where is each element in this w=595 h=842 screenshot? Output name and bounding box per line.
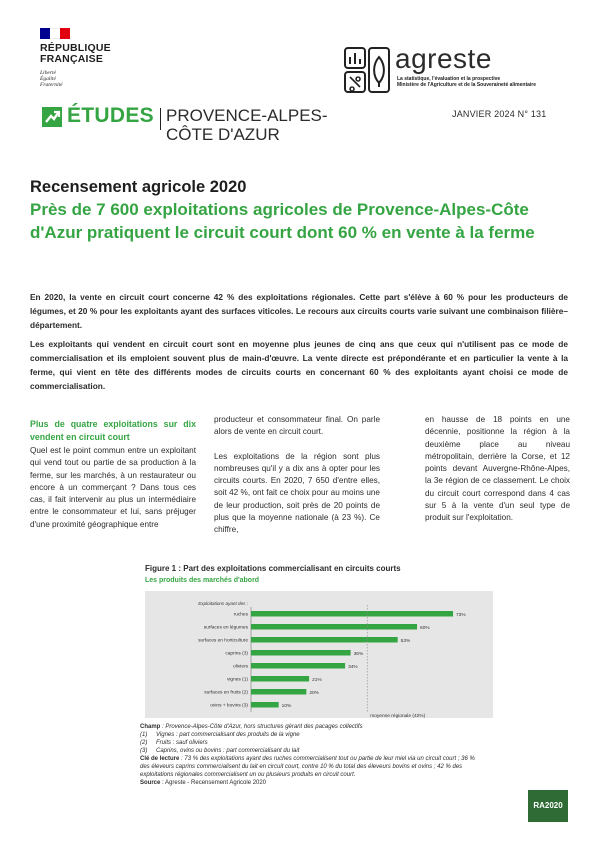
value-label: 21% [312, 677, 322, 683]
figure-title: Figure 1 : Part des exploitations commercialisant en circuits courts [145, 564, 401, 573]
agreste-brand-name: agreste [395, 43, 492, 74]
article-column-1 [30, 418, 196, 543]
chart-bar [251, 663, 345, 669]
article-column-3 [425, 414, 570, 537]
ra2020-badge: RA2020 [528, 790, 568, 822]
agreste-logo-icon [344, 47, 390, 93]
category-label: surfaces en fruits (2) [204, 690, 248, 696]
republic-flag-logo [40, 28, 70, 39]
value-label: 10% [281, 703, 292, 709]
body-text: Quel est le point commun entre un exploitant qui vend tout ou partie de sa production à la ferme, sur les marchés, à un restaurateur ou encore à un commerçant ? Dans tous ces cas, il fait intervenir au plus un intermédiaire entre le consommateur et lui, sans préjuger d'une proximité géographique entre [30, 446, 196, 529]
document-subtitle: Près de 7 600 exploitations agricoles de Provence-Alpes-Côte d'Azur pratiquent le circuit court dont 60 % en vente à la ferme [30, 200, 535, 242]
section-heading: Plus de quatre exploitations sur dix vendent en circuit court [30, 419, 196, 442]
agreste-tagline: La statistique, l'évaluation et la prospective Ministère de l'Agriculture et de la Souveraineté alimentaire [397, 76, 537, 88]
category-label: oliviers [233, 664, 248, 670]
value-label: 53% [400, 638, 411, 644]
series-label: ÉTUDES [67, 104, 154, 127]
republic-title: RÉPUBLIQUE FRANÇAISE [40, 42, 111, 65]
chart-bar [251, 637, 398, 643]
body-text: en hausse de 18 points en une décennie, positionne la région à la deuxième place au niveau métropolitain, derrière la Corse, et 12 points devant Auvergne-Rhône-Alpes, la 3e région de ce classement. Le choix du circuit court correspond dans 4 cas sur 5 à la vente d'un seul type de produit sur l'exploitation. [425, 415, 570, 523]
category-label: surfaces en légumes [203, 625, 248, 631]
value-label: 73% [456, 612, 466, 618]
article-column-2 [214, 414, 380, 549]
region-title: PROVENCE-ALPES- CÔTE D'AZUR [166, 106, 328, 144]
intro-paragraph-2: Les exploitants qui vendent en circuit court sont en moyenne plus jeunes de cinq ans que ceux qui n'utilisent pas ce mode de commercialisation et ils emploient souvent plus de main-d'œuvre. La vente directe est prépondérante et en particulier la vente à la ferme, qui vient en tête des différents modes de circuits courts en concernant 60 % des exploitants ayant choisi ce mode de commercialisation. [30, 339, 568, 391]
republic-motto: Liberté Égalité Fraternité [40, 70, 63, 88]
value-label: 36% [353, 651, 364, 657]
chart-bar [251, 702, 279, 708]
bar-chart [145, 591, 493, 718]
value-label: 60% [420, 625, 430, 631]
body-text: Les exploitations de la région sont plus nombreuses qu'il y a dix ans à opter pour les circuits courts. En 2020, 7 650 d'entre elles, soit 42 %, ont fait ce choix pour au moins une de leur production, soit près de 20 points de plus que la moyenne nationale (à 23 %). Ce chiffre, [214, 451, 380, 535]
chart-bar [251, 689, 306, 695]
chart-bar [251, 650, 351, 656]
divider [160, 108, 161, 130]
document-title: Recensement agricole 2020 [30, 178, 247, 196]
body-text: producteur et consommateur final. On parle alors de vente en circuit court. [214, 415, 380, 437]
intro-paragraph-1: En 2020, la vente en circuit court concerne 42 % des exploitations régionales. Cette part s'élève à 60 % pour les producteurs de légumes, et 20 % pour les exploitants ayant des surfaces viticoles. Le recours aux circuits courts varie suivant une combinaison filière–département. [30, 292, 568, 330]
chart-bar [251, 676, 309, 682]
chart-group-label: Exploitations ayant des : [198, 601, 248, 606]
chart-bar [251, 611, 453, 617]
category-label: caprins (3) [225, 651, 248, 657]
issue-date: JANVIER 2024 N° 131 [452, 109, 547, 119]
category-label: vignes (1) [226, 677, 248, 683]
reference-line-label: moyenne régionale (42%) [370, 714, 426, 718]
category-label: surfaces en horticulture [198, 638, 248, 644]
figure-notes: Champ : Provence-Alpes-Côte d'Azur, hors structures gérant des pacages collectifs (1) Vignes : part commercialisant des produits de la vigne (2) Fruits : sauf oliviers (3) Caprins, ovins ou bovins : part commercialisant du lait Clé de lecture : 73 % des exploitations ayant des ruches commercialisent tout ou partie de leur miel via un circuit court ; 36 % des éleveurs caprins commercialisent du lait en circuit court, contre 10 % du total des éleveurs bovins et ovins ; 42 % des exploitations régionales commercialisent un ou plusieurs produits en circuit court. Source : Agreste - Recensement Agricole 2020 [140, 724, 475, 786]
value-label: 20% [309, 690, 319, 696]
value-label: 34% [348, 664, 358, 670]
category-label: ovins + bovins (3) [210, 703, 248, 709]
trend-icon [42, 107, 62, 127]
category-label: ruches [233, 612, 248, 618]
figure-subtitle: Les produits des marchés d'abord [145, 577, 260, 584]
chart-bar [251, 624, 417, 630]
